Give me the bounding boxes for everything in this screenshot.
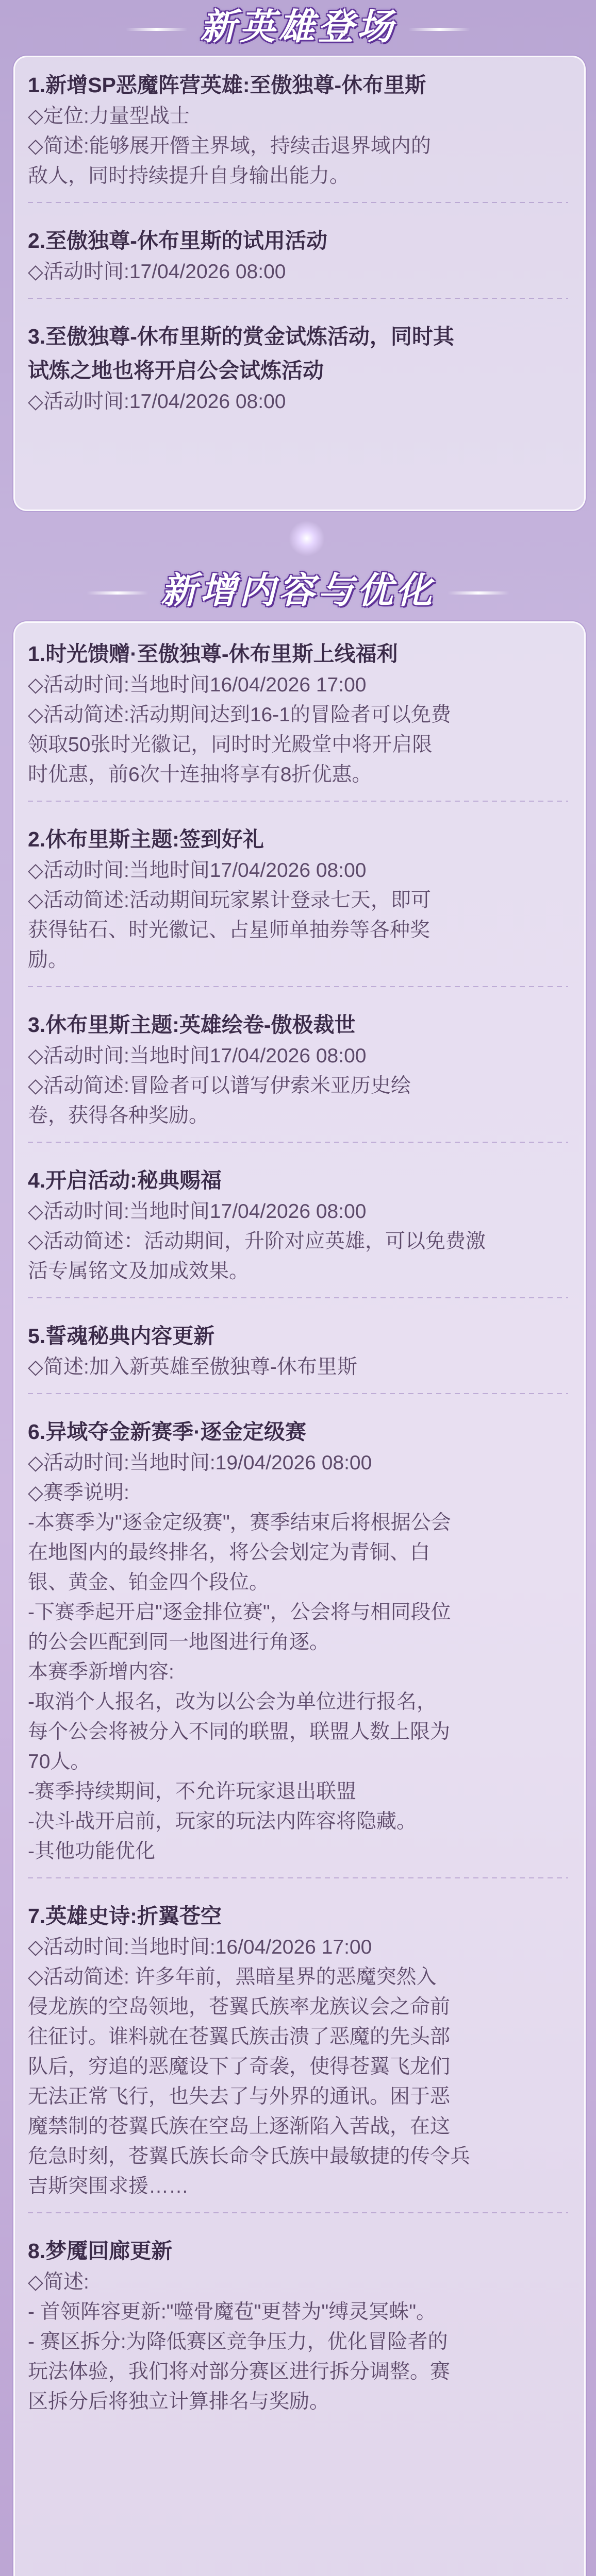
section-divider bbox=[28, 298, 568, 299]
hero-item-title: 3.至傲独尊-休布里斯的赏金试炼活动，同时其 bbox=[28, 325, 454, 348]
content-item-line: 银、黄金、铂金四个段位。 bbox=[28, 1571, 270, 1594]
section-divider bbox=[28, 801, 568, 802]
content-item-line: ◇简述:加入新英雄至傲独尊-休布里斯 bbox=[28, 1356, 357, 1378]
section-divider bbox=[28, 1142, 568, 1143]
content-item-line: 每个公会将被分入不同的联盟，联盟人数上限为 bbox=[28, 1721, 451, 1743]
content-item-line: ◇活动简述: 许多年前，黑暗星界的恶魔突然入 bbox=[28, 1966, 437, 1988]
content-item-line: ◇简述: bbox=[28, 2271, 89, 2293]
content-item-line: 魔禁制的苍翼氏族在空岛上逐渐陷入苦战，在这 bbox=[28, 2115, 451, 2138]
content-item-line: -赛季持续期间，不允许玩家退出联盟 bbox=[28, 1781, 356, 1803]
banner-decoration bbox=[448, 591, 509, 595]
content-item-line: 70人。 bbox=[28, 1751, 91, 1773]
content-item-line: 卷，获得各种奖励。 bbox=[28, 1105, 209, 1127]
content-item-line: - 赛区拆分:为降低赛区竞争压力，优化冒险者的 bbox=[28, 2331, 448, 2353]
section-divider bbox=[28, 202, 568, 203]
content-item-line: ◇活动简述:冒险者可以谱写伊索米亚历史绘 bbox=[28, 1075, 411, 1097]
section-divider bbox=[28, 986, 568, 987]
sparkle-icon bbox=[289, 520, 325, 556]
section-divider bbox=[28, 1877, 568, 1878]
content-item-line: 获得钻石、时光徽记、占星师单抽券等各种奖 bbox=[28, 919, 431, 941]
content-item-title: 4.开启活动:秘典赐福 bbox=[28, 1168, 222, 1192]
banner-decoration bbox=[126, 28, 188, 31]
section-divider bbox=[28, 1393, 568, 1394]
content-item-line: 时优惠，前6次十连抽将享有8折优惠。 bbox=[28, 764, 372, 786]
content-item-line: -其他功能优化 bbox=[28, 1840, 155, 1862]
hero-item-title: 1.新增SP恶魔阵营英雄:至傲独尊-休布里斯 bbox=[28, 73, 426, 97]
content-item-line: ◇活动简述：活动期间，升阶对应英雄，可以免费激 bbox=[28, 1230, 486, 1252]
content-item-title: 1.时光馈赠·至傲独尊-休布里斯上线福利 bbox=[28, 642, 398, 666]
content-item-line: ◇活动时间:当地时间17/04/2026 08:00 bbox=[28, 1200, 367, 1223]
banner-new-hero-text: 新英雄登场 bbox=[200, 6, 396, 48]
section-divider bbox=[28, 2212, 568, 2213]
content-item-line: -决斗战开启前，玩家的玩法内阵容将隐藏。 bbox=[28, 1810, 417, 1833]
content-item-line: 在地图内的最终排名，将公会划定为青铜、白 bbox=[28, 1541, 431, 1564]
banner-decoration bbox=[87, 591, 148, 595]
content-item-line: 队后，穷追的恶魔设下了奇袭，使得苍翼飞龙们 bbox=[28, 2056, 451, 2078]
content-item-line: 往征讨。谁料就在苍翼氏族击溃了恶魔的先头部 bbox=[28, 2026, 451, 2048]
banner-new-hero bbox=[0, 3, 596, 50]
hero-item-line: ◇简述:能够展开僭主界域，持续击退界域内的 bbox=[28, 135, 431, 157]
content-item-line: 区拆分后将独立计算排名与奖励。 bbox=[28, 2391, 330, 2413]
content-item-line: 活专属铭文及加成效果。 bbox=[28, 1260, 250, 1282]
hero-item-line: ◇活动时间:17/04/2026 08:00 bbox=[28, 261, 286, 283]
content-item-line: 玩法体验，我们将对部分赛区进行拆分调整。赛 bbox=[28, 2361, 451, 2383]
content-item-line: 领取50张时光徽记，同时时光殿堂中将开启限 bbox=[28, 734, 433, 756]
content-item-line: 侵龙族的空岛领地，苍翼氏族率龙族议会之命前 bbox=[28, 1996, 451, 2018]
content-item-line: ◇活动时间:当地时间16/04/2026 17:00 bbox=[28, 674, 367, 696]
content-item-line: 励。 bbox=[28, 949, 69, 971]
content-item-line: ◇活动时间:当地时间:16/04/2026 17:00 bbox=[28, 1936, 372, 1958]
content-item-title: 8.梦魇回廊更新 bbox=[28, 2239, 173, 2263]
content-item-line: ◇活动简述:活动期间玩家累计登录七天，即可 bbox=[28, 889, 431, 911]
content-item-title: 7.英雄史诗:折翼苍空 bbox=[28, 1904, 222, 1928]
content-item-title: 3.休布里斯主题:英雄绘卷-傲极裁世 bbox=[28, 1013, 356, 1037]
section-divider bbox=[28, 1297, 568, 1298]
content-item-title: 5.誓魂秘典内容更新 bbox=[28, 1324, 215, 1348]
content-item-line: ◇活动时间:当地时间:19/04/2026 08:00 bbox=[28, 1452, 372, 1474]
hero-item-title: 试炼之地也将开启公会试炼活动 bbox=[28, 359, 324, 382]
content-item-line: 本赛季新增内容: bbox=[28, 1661, 174, 1683]
content-item-line: ◇活动简述:活动期间达到16-1的冒险者可以免费 bbox=[28, 704, 451, 726]
content-item-line: 危急时刻，苍翼氏族长命令氏族中最敏捷的传令兵 bbox=[28, 2145, 471, 2167]
banner-decoration bbox=[408, 28, 470, 31]
hero-item-line: 敌人，同时持续提升自身输出能力。 bbox=[28, 165, 350, 187]
content-item-line: -本赛季为"逐金定级赛"，赛季结束后将根据公会 bbox=[28, 1512, 451, 1534]
banner-new-content-text: 新增内容与优化 bbox=[161, 569, 435, 612]
content-item-line: - 首领阵容更新:"噬骨魔苞"更替为"缚灵冥蛛"。 bbox=[28, 2301, 437, 2323]
content-item-title: 6.异域夺金新赛季·逐金定级赛 bbox=[28, 1420, 306, 1444]
content-item-line: 的公会匹配到同一地图进行角逐。 bbox=[28, 1631, 330, 1653]
banner-new-content bbox=[0, 567, 596, 614]
content-item-line: ◇活动时间:当地时间17/04/2026 08:00 bbox=[28, 1045, 367, 1067]
content-item-line: 吉斯突围求援…… bbox=[28, 2175, 189, 2197]
content-item-title: 2.休布里斯主题:签到好礼 bbox=[28, 827, 264, 851]
content-item-line: ◇活动时间:当地时间17/04/2026 08:00 bbox=[28, 859, 367, 882]
content-item-line: -下赛季起开启"逐金排位赛"，公会将与相同段位 bbox=[28, 1601, 451, 1623]
content-item-line: -取消个人报名，改为以公会为单位进行报名， bbox=[28, 1691, 437, 1713]
content-item-line: ◇赛季说明: bbox=[28, 1482, 129, 1504]
hero-item-line: ◇活动时间:17/04/2026 08:00 bbox=[28, 391, 286, 413]
hero-item-line: ◇定位:力量型战士 bbox=[28, 105, 190, 127]
hero-item-title: 2.至傲独尊-休布里斯的试用活动 bbox=[28, 229, 327, 252]
content-item-line: 无法正常飞行，也失去了与外界的通讯。困于恶 bbox=[28, 2086, 451, 2108]
